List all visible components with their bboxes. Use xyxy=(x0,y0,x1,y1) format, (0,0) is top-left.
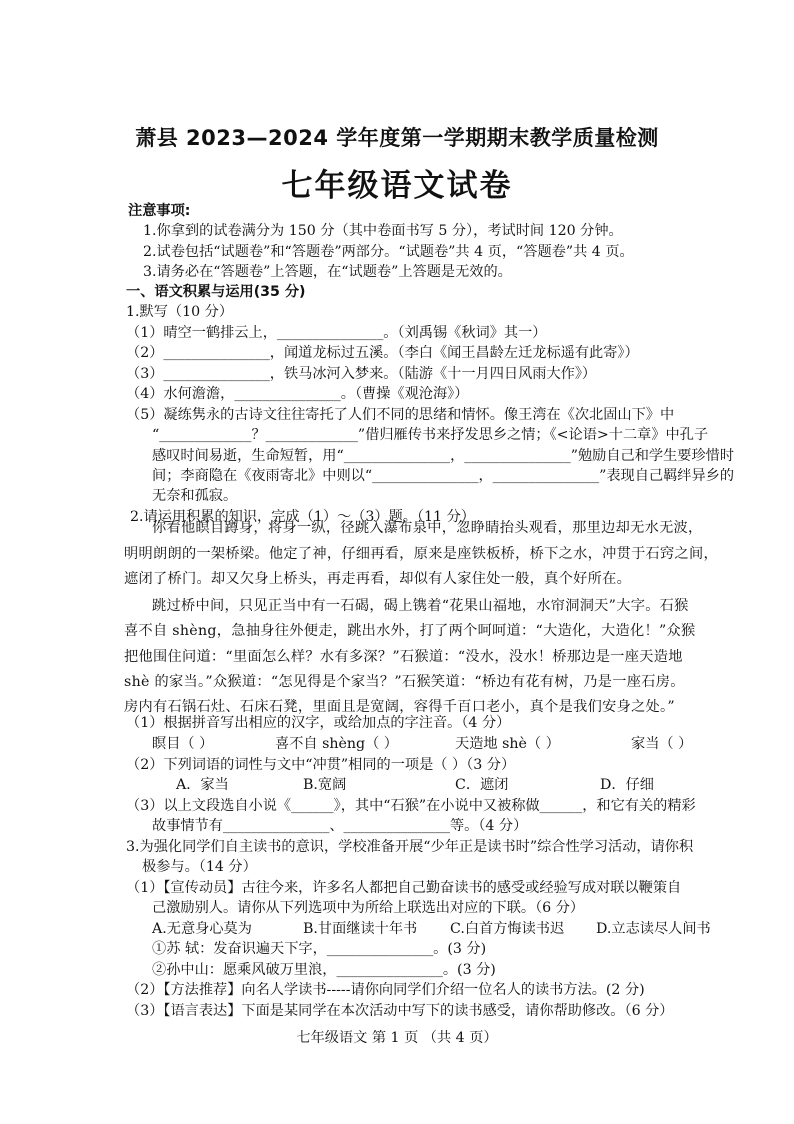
q2-sub3: 故事情节有_______________、_______________等。（4 分） xyxy=(152,818,528,834)
q1-line: 无奈和孤寂。 xyxy=(152,488,238,504)
q3-option: B.甘面继读十年书 xyxy=(303,921,418,937)
q3-option: C.白首方悔读书迟 xyxy=(450,921,565,937)
question-2-heading: 2.请运用积累的知识，完成（1）～（3）题。（11 分） xyxy=(130,509,475,525)
passage-line: 你看他瞑目蹲身，将身一纵，径跳入瀑布泉中，忽睁睛抬头观看，那里边却无水无波， xyxy=(152,520,703,536)
passage-line: 遮闭了桥门。却又欠身上桥头，再走再看，却似有人家住处一般，真个好所在。 xyxy=(124,571,632,587)
exam-subtitle: 七年级语文试卷 xyxy=(281,168,513,204)
q1-line: （1）晴空一鹤排云上，_______________。（刘禹锡《秋词》其一） xyxy=(126,325,547,341)
section-heading: 一、语文积累与运用(35 分) xyxy=(126,284,306,300)
q2-sub1: （1）根据拼音写出相应的汉字，或给加点的字注音。（4 分） xyxy=(126,715,511,731)
question-3-heading: 极参与。（14 分） xyxy=(142,859,257,875)
note-item: 2.试卷包括“试题卷”和“答题卷”两部分。“试题卷”共 4 页，“答题卷”共 4 页。 xyxy=(143,244,634,260)
passage-line: 明明朗朗的一架桥梁。他定了神，仔细再看，原来是座铁板桥，桥下之水，冲贯于石窍之间， xyxy=(124,546,718,562)
passage-line: 把他围住问道：“里面怎么样？水有多深？”石猴道：“没水，没水！桥那边是一座天造地 xyxy=(124,649,683,665)
notes-heading: 注意事项: xyxy=(128,203,191,219)
q1-line: （3）_______________，铁马冰河入梦来。（陆游《十一月四日风雨大作》） xyxy=(126,366,597,382)
passage-line: shè 的家当。”众猴道：“怎见得是个家当？”石猴笑道：“桥边有花有树，乃是一座石房。 xyxy=(124,674,685,690)
note-item: 3.请务必在“答题卷”上答题，在“试题卷”上答题是无效的。 xyxy=(143,264,512,280)
note-item: 1.你拿到的试卷满分为 150 分（其中卷面书写 5 分），考试时间 120 分钟。 xyxy=(143,223,623,239)
page-footer: 七年级语文 第 1 页 （共 4 页） xyxy=(296,1030,498,1046)
q3-sub2: （2）【方法推荐】向名人学读书-----请你向同学们介绍一位名人的读书方法。(2 分) xyxy=(126,982,645,998)
q3-option: D.立志读尽人间书 xyxy=(596,921,711,937)
q3-option: A.无意身心莫为 xyxy=(152,921,252,937)
q1-line: （2）_______________，闻道龙标过五溪。（李白《闻王昌龄左迁龙标遥有此寄》） xyxy=(126,345,639,361)
passage-line: 跳过桥中间，只见正当中有一石碣，碣上镌着“花果山福地，水帘洞洞天”大字。石猴 xyxy=(152,598,689,614)
q2-sub3: （3）以上文段选自小说《______》，其中“石猴”在小说中又被称做______，和它有关的精彩 xyxy=(126,798,696,814)
q3-sub3: （3）【语言表达】下面是某同学在本次活动中写下的读书感受，请你帮助修改。（6 分） xyxy=(126,1003,674,1019)
q1-line: 感叹时间易逝，生命短暂，用“_______________，_______________”勉励自己和学生要珍惜时 xyxy=(152,448,735,464)
q2-sub2: （2）下列词语的词性与文中“冲贯”相同的一项是（ ）（3 分） xyxy=(126,757,516,773)
question-3-heading: 3.为强化同学们自主读书的意识，学校准备开展“少年正是读书时”综合性学习活动，请你积 xyxy=(126,839,694,855)
q2-option: C．遮闭 xyxy=(455,777,509,793)
q1-line: （4）水何澹澹，_______________。（曹操《观沧海》） xyxy=(126,386,469,402)
passage-line: 房内有石锅石灶、石床石凳，里面且是宽阔，容得千百口老小，真个是我们安身之处。” xyxy=(124,699,675,715)
q1-line: （5）凝练隽永的古诗文往往寄托了人们不同的思绪和情怀。像王湾在《次北固山下》中 xyxy=(126,407,675,423)
question-1-heading: 1.默写（10 分） xyxy=(126,304,234,320)
q2-sub1-item: 瞑目（ ） xyxy=(152,736,214,752)
passage-line: 喜不自 shèng，急抽身往外便走，跳出水外，打了两个呵呵道：“大造化，大造化！”众猴 xyxy=(124,623,696,639)
q2-sub1-item: 喜不自 shèng（ ） xyxy=(275,736,398,752)
q2-option: B.宽阔 xyxy=(303,777,347,793)
q3-pair: ①苏 轼：发奋识遍天下字，_______________。(3 分) xyxy=(152,941,487,957)
q1-line: “_____________？_____________”借归雁传书来抒发思乡之情；《<论语>十二章》中孔子 xyxy=(152,427,709,443)
q1-line: 间；李商隐在《夜雨寄北》中则以“_______________，_______________”表现自己羁绊异乡的 xyxy=(152,468,735,484)
q2-sub1-item: 天造地 shè（ ） xyxy=(455,736,560,752)
q2-sub1-item: 家当（ ） xyxy=(631,736,693,752)
q2-option: D．仔细 xyxy=(600,777,654,793)
q3-sub1: （1）【宣传动员】古往今来，许多名人都把自己勤奋读书的感受或经验写成对联以鞭策自 xyxy=(126,880,682,896)
exam-title: 萧县 2023—2024 学年度第一学期期末教学质量检测 xyxy=(135,126,659,150)
q3-pair: ②孙中山：愿乘风破万里浪，_______________。(3 分) xyxy=(152,962,496,978)
q3-sub1: 己激励别人。请你从下列选项中为所给上联选出对应的下联。（6 分） xyxy=(152,900,585,916)
q2-option: A．家当 xyxy=(176,777,229,793)
